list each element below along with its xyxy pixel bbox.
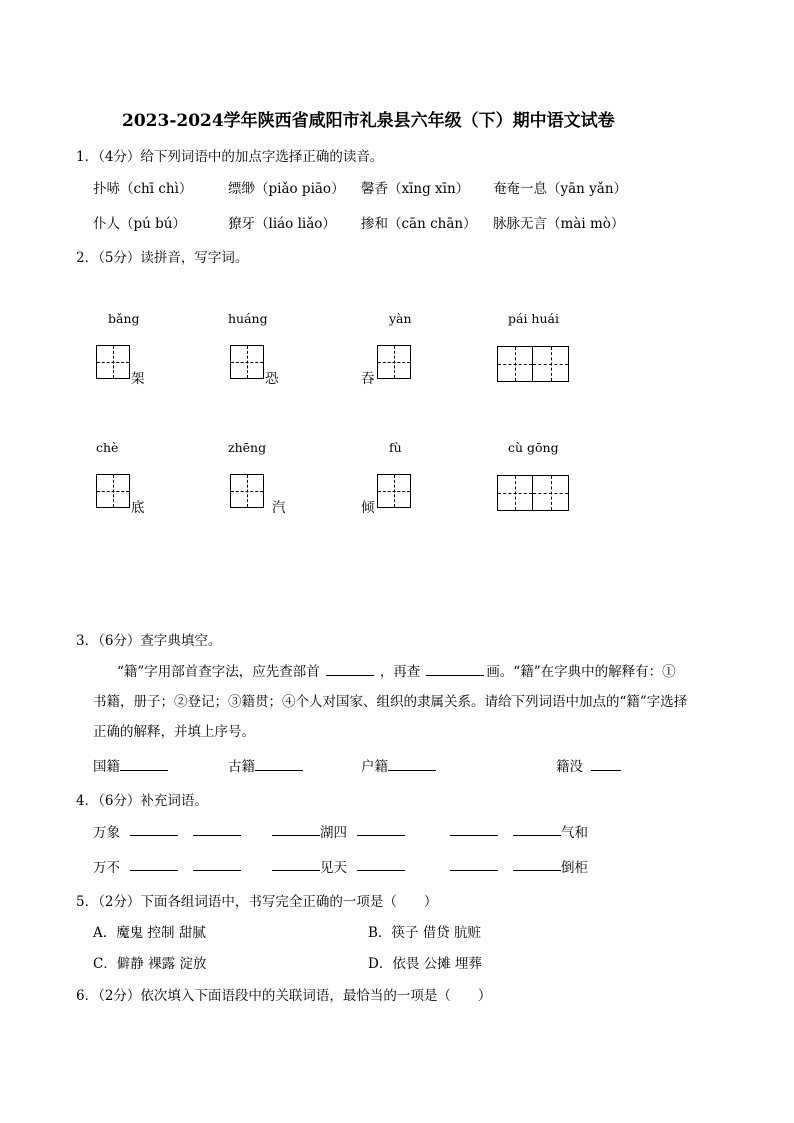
writing-grid[interactable] [96,474,130,508]
page-title: 2023-2024学年陕西省咸阳市礼泉县六年级（下）期中语文试卷 [122,111,615,131]
answer-blank[interactable] [513,821,561,836]
question-6-stem: 6．（2分）依次填入下面语段中的关联词语，最恰当的一项是（ ） [76,988,492,1004]
question-2-stem: 2．（5分）读拼音，写字词。 [76,250,249,266]
q1-option: 脉脉无言（mài mò） [493,216,625,232]
writing-grid[interactable] [377,474,411,508]
answer-blank[interactable] [450,856,498,871]
option-d[interactable]: D．依畏 公摊 埋葬 [368,956,482,972]
writing-grid-double[interactable] [497,346,569,382]
q3-word: 古籍 [228,755,303,775]
idiom-prefix: 万不 [93,860,120,876]
option-b[interactable]: B．筷子 借贷 肮赃 [368,925,482,941]
answer-blank[interactable] [193,821,241,836]
writing-grid-double[interactable] [497,475,569,511]
pinyin-label: zhēng [228,440,267,455]
q1-option: 奄奄一息（yān yǎn） [493,181,628,197]
q1-option: 掺和（cān chān） [361,216,477,232]
answer-blank[interactable] [513,856,561,871]
idiom-prefix: 万象 [93,825,120,841]
answer-blank[interactable] [450,821,498,836]
q3-word: 户籍 [361,755,436,775]
question-1-stem: 1．（4分）给下列词语中的加点字选择正确的读音。 [76,149,384,165]
idiom-suffix: 倒柜 [561,860,588,876]
writing-grid[interactable] [96,345,130,379]
answer-blank[interactable] [426,661,484,676]
idiom-suffix: 见天 [320,860,347,876]
q3-word: 籍没 [556,755,621,775]
q3-text-line: 正确的解释，并填上序号。 [93,724,255,740]
writing-grid[interactable] [377,345,411,379]
answer-blank[interactable] [255,756,303,771]
q1-option: 缥缈（piǎo piāo） [228,181,345,197]
grid-suffix-char: 架 [131,371,145,387]
grid-prefix-char: 吞 [361,371,375,387]
grid-suffix-char: 汽 [272,500,286,516]
idiom-suffix: 湖四 [320,825,347,841]
answer-blank[interactable] [130,821,178,836]
grid-suffix-char: 底 [131,500,145,516]
pinyin-label: bǎng [108,311,140,326]
q1-option: 仆人（pú bú） [93,216,186,232]
grid-prefix-char: 倾 [361,500,375,516]
answer-blank[interactable] [388,756,436,771]
pinyin-label: huáng [228,311,268,326]
answer-blank[interactable] [272,856,320,871]
answer-blank[interactable] [130,856,178,871]
answer-blank[interactable] [193,856,241,871]
question-3-stem: 3．（6分）查字典填空。 [76,633,222,649]
grid-suffix-char: 恐 [265,371,279,387]
q3-text-line: “籍”字用部首查字法，应先查部首 ，再查 画。“籍”在字典中的解释有：① [117,660,676,680]
option-a[interactable]: A．魔鬼 控制 甜腻 [93,925,206,941]
answer-blank[interactable] [120,756,168,771]
pinyin-label: fù [389,440,402,455]
q1-option: 扑哧（chī chì） [93,181,193,197]
answer-blank[interactable] [591,756,621,771]
question-5-stem: 5．（2分）下面各组词语中，书写完全正确的一项是（ ） [76,894,438,910]
answer-blank[interactable] [326,661,374,676]
answer-blank[interactable] [357,821,405,836]
option-c[interactable]: C．僻静 裸露 淀放 [93,956,207,972]
idiom-suffix: 气和 [561,825,588,841]
q1-option: 獠牙（liáo liǎo） [228,216,336,232]
pinyin-label: yàn [389,311,412,326]
q3-word: 国籍 [93,755,168,775]
writing-grid[interactable] [230,474,264,508]
pinyin-label: cù gōng [508,440,559,455]
pinyin-label: pái huái [508,311,559,326]
answer-blank[interactable] [272,821,320,836]
pinyin-label: chè [96,440,119,455]
q3-text-line: 书籍，册子；②登记；③籍贯；④个人对国家、组织的隶属关系。请给下列词语中加点的“籍”字选择 [93,694,688,710]
q1-option: 馨香（xīng xīn） [361,181,470,197]
answer-blank[interactable] [357,856,405,871]
question-4-stem: 4．（6分）补充词语。 [76,793,208,809]
writing-grid[interactable] [230,345,264,379]
